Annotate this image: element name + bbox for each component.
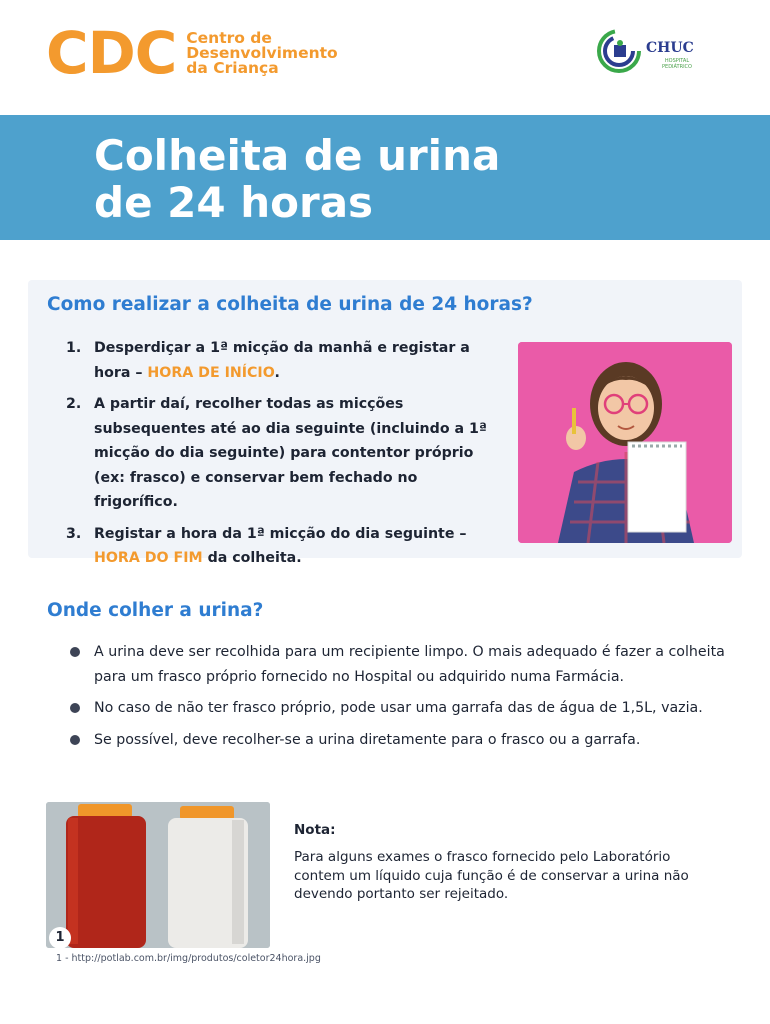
section-how-to-title: Como realizar a colheita de urina de 24 horas? — [47, 294, 533, 315]
step-text-after: . — [274, 364, 280, 381]
step-text-after: da colheita. — [202, 550, 302, 566]
section-where-title: Onde colher a urina? — [47, 600, 264, 621]
page-title-line1: Colheita de urina — [94, 131, 501, 180]
step-text-before: Desperdiçar a 1ª micção da manhã e registar a hora – — [94, 340, 470, 381]
step-number: 3. — [66, 525, 82, 542]
steps-list — [66, 336, 496, 578]
step-number: 2. — [66, 396, 82, 412]
step-item — [66, 336, 496, 385]
page-title-line2: de 24 horas — [94, 178, 374, 227]
figure-caption: 1 - http://potlab.com.br/img/produtos/coletor24hora.jpg — [56, 953, 321, 964]
page-header — [0, 0, 770, 115]
chuc-logo-name: CHUC — [646, 40, 694, 56]
cdc-logo-line1: Centro de — [186, 28, 272, 47]
bullet-dot-icon — [70, 735, 80, 745]
chuc-logo — [596, 28, 706, 80]
cdc-logo — [46, 19, 338, 87]
note-text: Para alguns exames o frasco fornecido pelo Laboratório contem um líquido cuja função é de conservar a urina não devendo portanto ser rejeitado. — [294, 849, 689, 902]
step-highlight: HORA DE INÍCIO — [147, 364, 275, 381]
girl-illustration-icon — [518, 342, 732, 543]
bullet-text: A urina deve ser recolhida para um recipiente limpo. O mais adequado é fazer a colheita para um frasco próprio fornecido no Hospital ou adquirido numa Farmácia. — [94, 644, 725, 685]
figure-number-badge: 1 — [49, 927, 71, 949]
cdc-logo-line3: da Criança — [186, 58, 279, 77]
bullet-item — [70, 640, 730, 689]
step-text: A partir daí, recolher todas as micções subsequentes até ao dia seguinte (incluindo a 1ª micção do dia seguinte) para contentor próprio (ex: frasco) e conservar bem fechado no frigorífico. — [94, 396, 487, 510]
note-label: Nota: — [294, 822, 336, 838]
cdc-logo-text — [186, 28, 338, 77]
step-text — [94, 522, 496, 571]
bottles-illustration-icon — [46, 802, 270, 948]
bullet-dot-icon — [70, 703, 80, 713]
where-bullets-list — [70, 640, 730, 759]
chuc-emblem-icon — [596, 28, 642, 74]
bullet-text: No caso de não ter frasco próprio, pode usar uma garrafa das de água de 1,5L, vazia. — [94, 700, 703, 716]
bullet-text: Se possível, deve recolher-se a urina diretamente para o frasco ou a garrafa. — [94, 731, 641, 748]
cdc-logo-line2: Desenvolvimento — [186, 43, 338, 62]
step-item — [66, 392, 496, 515]
step-text — [94, 336, 496, 385]
page-title — [94, 132, 500, 226]
bullet-dot-icon — [70, 647, 80, 657]
step-text-before: Registar a hora da 1ª micção do dia seguinte – — [94, 525, 467, 542]
girl-with-notepad-photo — [518, 342, 732, 543]
cdc-logo-mark: CDC — [46, 19, 177, 87]
step-item — [66, 522, 496, 571]
chuc-logo-subtitle: HOSPITAL PEDIÁTRICO — [662, 58, 692, 70]
step-number: 1. — [66, 340, 82, 356]
bullet-item — [70, 696, 730, 721]
step-highlight: HORA DO FIM — [94, 550, 203, 566]
urine-collection-bottles-photo — [46, 802, 270, 948]
bullet-item — [70, 728, 730, 753]
